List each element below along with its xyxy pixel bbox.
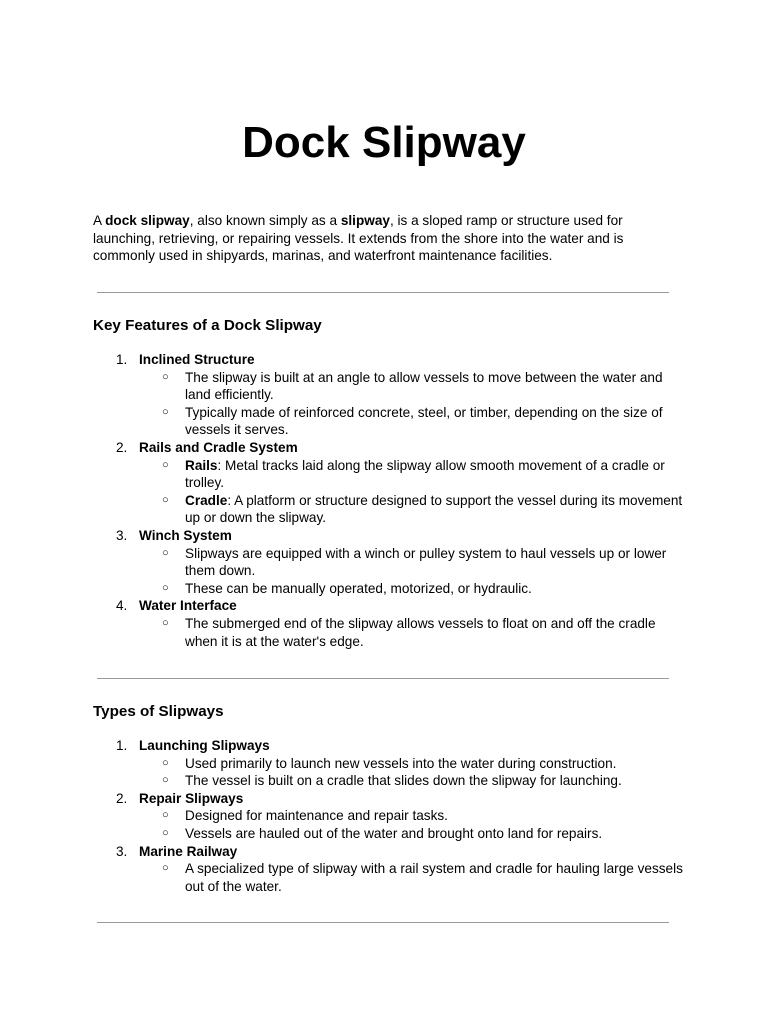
sub-item-text: Slipways are equipped with a winch or pulley system to haul vessels up or lower them down. — [185, 545, 667, 579]
sub-list-item — [139, 369, 683, 404]
sub-list-item — [139, 825, 683, 843]
list-item-number: 1. — [116, 738, 128, 753]
sub-item-text: Used primarily to launch new vessels into the water during construction. — [185, 755, 617, 771]
list-item-title: Winch System — [139, 527, 232, 543]
sub-list — [139, 860, 683, 895]
divider-3 — [97, 922, 669, 923]
sub-list-item — [139, 772, 683, 790]
hollow-circle-bullet-icon: ○ — [162, 370, 169, 383]
hollow-circle-bullet-icon: ○ — [162, 809, 169, 822]
list-item — [93, 597, 683, 650]
hollow-circle-bullet-icon: ○ — [162, 546, 169, 559]
list-item-title: Launching Slipways — [139, 738, 270, 753]
sub-item-text: The slipway is built at an angle to allow vessels to move between the water and land efficiently. — [185, 369, 663, 403]
section-heading-features: Key Features of a Dock Slipway — [93, 317, 322, 334]
sub-item-text: Typically made of reinforced concrete, steel, or timber, depending on the size of vessels it serves. — [185, 404, 663, 438]
list-item-title: Water Interface — [139, 598, 237, 614]
sub-list-item — [139, 755, 683, 773]
intro-bold-slipway: slipway — [340, 213, 390, 228]
hollow-circle-bullet-icon: ○ — [162, 581, 169, 594]
hollow-circle-bullet-icon: ○ — [162, 756, 169, 769]
section-heading-types: Types of Slipways — [93, 703, 224, 720]
list-item — [93, 351, 683, 439]
list-item-number: 3. — [116, 527, 128, 543]
list-item — [93, 439, 683, 527]
hollow-circle-bullet-icon: ○ — [162, 405, 169, 418]
sub-list — [139, 807, 683, 842]
sub-list — [139, 755, 683, 790]
hollow-circle-bullet-icon: ○ — [162, 493, 169, 506]
sub-list-item — [139, 860, 683, 895]
list-item — [93, 737, 683, 790]
list-item-number: 3. — [116, 843, 128, 859]
sub-list — [139, 615, 683, 650]
hollow-circle-bullet-icon: ○ — [162, 774, 169, 787]
list-item — [93, 843, 683, 896]
intro-text-1: A — [93, 213, 106, 228]
sub-item-text: The submerged end of the slipway allows vessels to float on and off the cradle when it is at the water's edge. — [185, 615, 656, 649]
sub-item-text: These can be manually operated, motorized, or hydraulic. — [185, 580, 532, 596]
types-list — [93, 737, 683, 895]
sub-item-text: Designed for maintenance and repair tasks. — [185, 808, 448, 824]
hollow-circle-bullet-icon: ○ — [162, 862, 169, 875]
divider-2 — [97, 678, 669, 679]
sub-list-item — [139, 545, 683, 580]
list-item-title: Inclined Structure — [139, 352, 255, 367]
intro-paragraph — [93, 212, 673, 265]
divider-1 — [97, 292, 669, 293]
list-item-number: 4. — [116, 598, 128, 614]
sub-list — [139, 369, 683, 439]
sub-item-term: Rails — [185, 457, 218, 473]
sub-item-text: : A platform or structure designed to support the vessel during its movement up or down the slipway. — [185, 492, 683, 526]
hollow-circle-bullet-icon: ○ — [162, 826, 169, 839]
features-list — [93, 351, 683, 650]
sub-list-item — [139, 580, 683, 598]
sub-list — [139, 545, 683, 598]
sub-item-text: A specialized type of slipway with a rail system and cradle for hauling large vessels out of the water. — [185, 861, 683, 894]
sub-item-term: Cradle — [185, 492, 228, 508]
list-item — [93, 790, 683, 843]
list-item-number: 2. — [116, 439, 128, 455]
sub-item-text: Vessels are hauled out of the water and brought onto land for repairs. — [185, 825, 603, 841]
intro-text-2: , also known simply as a — [189, 213, 341, 228]
sub-list-item — [139, 457, 683, 492]
list-item-number: 1. — [116, 352, 128, 367]
sub-list-item — [139, 492, 683, 527]
list-item-number: 2. — [116, 790, 128, 806]
intro-bold-dock-slipway: dock slipway — [105, 213, 190, 228]
list-item-title: Marine Railway — [139, 843, 238, 859]
list-item-title: Repair Slipways — [139, 790, 244, 806]
sub-list-item — [139, 807, 683, 825]
sub-item-text: The vessel is built on a cradle that slides down the slipway for launching. — [185, 773, 622, 789]
list-item — [93, 527, 683, 597]
page-title: Dock Slipway — [242, 118, 526, 167]
list-item-title: Rails and Cradle System — [139, 439, 298, 455]
sub-list-item — [139, 404, 683, 439]
hollow-circle-bullet-icon: ○ — [162, 616, 169, 629]
sub-item-text: : Metal tracks laid along the slipway allow smooth movement of a cradle or trolley. — [185, 457, 665, 491]
hollow-circle-bullet-icon: ○ — [162, 458, 169, 471]
intro-text-3: , is a sloped ramp or structure used for launching, retrieving, or repairing vessels. It extends from the shore into the water and is commonly used in shipyards, marinas, and waterfront maintenance facilities. — [93, 213, 624, 264]
sub-list-item — [139, 615, 683, 650]
sub-list — [139, 457, 683, 527]
